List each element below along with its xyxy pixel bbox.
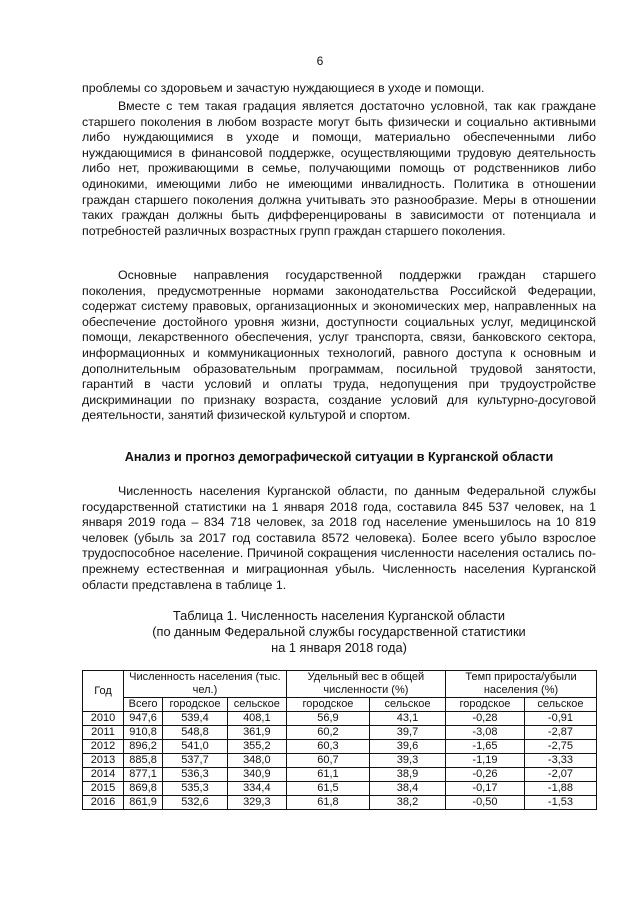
cell-growth-rural: -0,91	[524, 712, 596, 726]
cell-total: 885,8	[124, 754, 163, 768]
cell-growth-rural: -2,87	[524, 726, 596, 740]
cell-urban: 548,8	[163, 726, 228, 740]
cell-share-urban: 61,1	[286, 768, 369, 782]
cell-urban: 536,3	[163, 768, 228, 782]
subheader-total: Всего	[124, 698, 163, 712]
cell-urban: 535,3	[163, 782, 228, 796]
cell-rural: 329,3	[227, 796, 286, 810]
cell-rural: 348,0	[227, 754, 286, 768]
population-table	[82, 670, 597, 810]
cell-share-urban: 60,2	[286, 726, 369, 740]
header-population: Численность населения (тыс. чел.)	[124, 671, 287, 698]
cell-share-rural: 43,1	[370, 712, 446, 726]
cell-growth-urban: -1,19	[445, 754, 524, 768]
subheader-rural: сельское	[524, 698, 596, 712]
paragraph-text: Основные направления государственной поддержки граждан старшего поколения, предусмотренные нормами законодательства Российской Федерации, содержат систему правовых, организационных и экономических мер, направленных на обеспечение достойного уровня жизни, доступности социальных услуг, медицинской помощи, лекарственного обеспечения, услуг транспорта, связи, банковского сектора, информационных и коммуникационных технологий, равного доступа к основным и дополнительным образовательным программам, посильной трудовой занятости, гарантий в части условий и оплаты труда, недопущения при трудоустройстве дискриминации по признаку возраста, создание условий для культурно-досуговой деятельности, занятий физической культурой и спортом.	[82, 268, 596, 423]
subheader-rural: сельское	[370, 698, 446, 712]
cell-growth-rural: -1,88	[524, 782, 596, 796]
cell-total: 869,8	[124, 782, 163, 796]
cell-share-rural: 38,4	[370, 782, 446, 796]
paragraph-text: Численность населения Курганской области, по данным Федеральной службы государственной статистики на 1 января 2018 года, составила 845 537 человек, на 1 января 2019 года – 834 718 человек, за 2018 год население уменьшилось на 10 819 человек (убыль за 2017 год составила 8572 человека). Более всего убыло взрослое трудоспособное население. Причиной сокращения численности населения остались по-прежнему естественная и миграционная убыль. Численность населения Курганской области представлена в таблице 1.	[82, 484, 596, 592]
table-row	[83, 782, 597, 796]
cell-share-rural: 38,2	[370, 796, 446, 810]
paragraph-gradation	[82, 99, 596, 239]
cell-urban: 541,0	[163, 740, 228, 754]
cell-share-urban: 61,8	[286, 796, 369, 810]
cell-total: 947,6	[124, 712, 163, 726]
cell-total: 910,8	[124, 726, 163, 740]
cell-year: 2015	[83, 782, 124, 796]
table-row	[83, 712, 597, 726]
caption-line: (по данным Федеральной службы государственной статистики	[152, 624, 526, 639]
cell-total: 861,9	[124, 796, 163, 810]
cell-growth-urban: -3,08	[445, 726, 524, 740]
cell-urban: 539,4	[163, 712, 228, 726]
subheader-rural: сельское	[227, 698, 286, 712]
cell-rural: 408,1	[227, 712, 286, 726]
cell-growth-rural: -1,53	[524, 796, 596, 810]
cell-share-rural: 38,9	[370, 768, 446, 782]
subheader-urban: городское	[286, 698, 369, 712]
cell-growth-urban: -0,28	[445, 712, 524, 726]
paragraph-population	[82, 484, 596, 593]
header-growth: Темп прироста/убыли населения (%)	[445, 671, 596, 698]
paragraph-continuation	[82, 81, 596, 97]
cell-growth-urban: -0,26	[445, 768, 524, 782]
paragraph-state-support	[82, 268, 596, 424]
cell-year: 2010	[83, 712, 124, 726]
cell-growth-rural: -2,07	[524, 768, 596, 782]
cell-total: 896,2	[124, 740, 163, 754]
table-row	[83, 754, 597, 768]
header-year: Год	[83, 671, 124, 712]
cell-growth-rural: -3,33	[524, 754, 596, 768]
subheader-urban: городское	[445, 698, 524, 712]
cell-urban: 532,6	[163, 796, 228, 810]
paragraph-text: проблемы со здоровьем и зачастую нуждающиеся в уходе и помощи.	[82, 81, 485, 95]
cell-total: 877,1	[124, 768, 163, 782]
cell-share-rural: 39,3	[370, 754, 446, 768]
cell-rural: 355,2	[227, 740, 286, 754]
subheader-urban: городское	[163, 698, 228, 712]
table-row	[83, 740, 597, 754]
caption-line: на 1 января 2018 года)	[271, 640, 407, 655]
cell-year: 2016	[83, 796, 124, 810]
cell-share-rural: 39,6	[370, 740, 446, 754]
cell-year: 2011	[83, 726, 124, 740]
cell-share-urban: 56,9	[286, 712, 369, 726]
cell-growth-rural: -2,75	[524, 740, 596, 754]
table-row	[83, 796, 597, 810]
cell-share-rural: 39,7	[370, 726, 446, 740]
cell-rural: 361,9	[227, 726, 286, 740]
section-heading: Анализ и прогноз демографической ситуации в Курганской области	[124, 450, 554, 464]
cell-year: 2012	[83, 740, 124, 754]
cell-growth-urban: -1,65	[445, 740, 524, 754]
cell-growth-urban: -0,50	[445, 796, 524, 810]
table-row	[83, 768, 597, 782]
cell-growth-urban: -0,17	[445, 782, 524, 796]
table-caption	[82, 608, 596, 656]
cell-share-urban: 60,3	[286, 740, 369, 754]
table-row	[83, 726, 597, 740]
header-share: Удельный вес в общей численности (%)	[286, 671, 445, 698]
cell-rural: 334,4	[227, 782, 286, 796]
cell-year: 2013	[83, 754, 124, 768]
table-body	[83, 712, 597, 810]
cell-share-urban: 61,5	[286, 782, 369, 796]
paragraph-text: Вместе с тем такая градация является достаточно условной, так как граждане старшего поколения в любом возрасте могут быть физически и социально активными либо нуждающимися в уходе и помощи, материально обеспеченными либо нуждающимися в финансовой поддержке, осуществляющими трудовую деятельность либо нет, проживающими в семье, получающими помощь от родственников либо одинокими, имеющими либо не имеющими инвалидность. Политика в отношении граждан старшего поколения должна учитывать это разнообразие. Меры в отношении таких граждан должны быть дифференцированы в зависимости от потенциала и потребностей различных возрастных групп граждан старшего поколения.	[82, 99, 596, 238]
cell-urban: 537,7	[163, 754, 228, 768]
cell-rural: 340,9	[227, 768, 286, 782]
caption-line: Таблица 1. Численность населения Курганской области	[172, 608, 506, 623]
cell-share-urban: 60,7	[286, 754, 369, 768]
cell-year: 2014	[83, 768, 124, 782]
page-number: 6	[316, 54, 324, 68]
